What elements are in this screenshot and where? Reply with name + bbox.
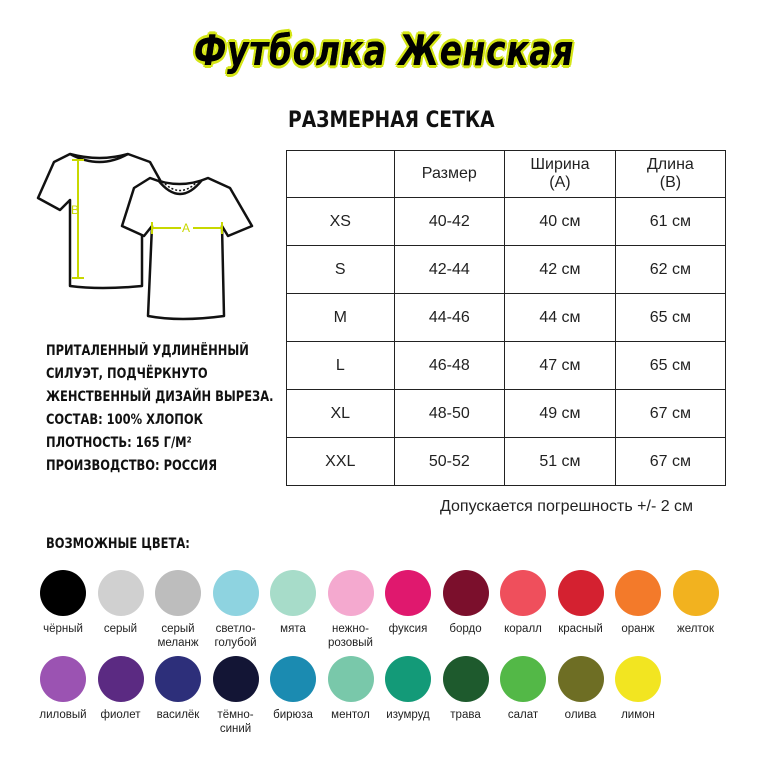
- color-name: фиолет: [100, 709, 141, 721]
- color-name: олива: [564, 709, 597, 721]
- length-value: 67 см: [615, 390, 725, 438]
- color-dot: [270, 656, 316, 702]
- size-letter: XS: [287, 198, 395, 246]
- size-range: 40-42: [394, 198, 505, 246]
- table-row: [287, 198, 726, 246]
- color-swatch: [436, 570, 496, 636]
- color-dot: [500, 570, 546, 616]
- color-dot: [40, 656, 86, 702]
- page-title: Футболка Женская: [193, 26, 575, 75]
- color-swatch: [436, 656, 496, 722]
- color-swatch: [608, 656, 668, 722]
- color-swatch: [493, 570, 553, 636]
- tolerance-note: Допускается погрешность +/- 2 см: [440, 498, 694, 515]
- color-name: серый: [103, 623, 138, 635]
- length-value: 67 см: [615, 438, 725, 486]
- color-swatch: [206, 656, 266, 736]
- density-line: ПЛОТНОСТЬ: 165 Г/М²: [46, 435, 192, 451]
- color-name: бордо: [449, 623, 482, 635]
- color-swatch: [33, 570, 93, 636]
- header-width-code: (А): [549, 174, 571, 191]
- table-row: [287, 294, 726, 342]
- color-name: салат: [507, 709, 539, 721]
- color-swatch: [666, 570, 726, 636]
- color-swatch: [148, 570, 208, 650]
- color-swatch: [91, 656, 151, 722]
- size-range: 42-44: [394, 246, 505, 294]
- color-dot: [328, 570, 374, 616]
- composition-line: СОСТАВ: 100% ХЛОПОК: [46, 412, 204, 428]
- color-name: лимон: [621, 709, 655, 721]
- width-value: 40 см: [505, 198, 616, 246]
- length-value: 62 см: [615, 246, 725, 294]
- table-row: [287, 390, 726, 438]
- color-name: светло- голубой: [214, 623, 257, 649]
- color-swatch: [378, 570, 438, 636]
- header-size: Размер: [421, 165, 477, 182]
- color-dot: [270, 570, 316, 616]
- color-swatch: [608, 570, 668, 636]
- color-swatch: [263, 570, 323, 636]
- color-dot: [673, 570, 719, 616]
- color-name: оранж: [621, 623, 655, 635]
- color-dot: [558, 570, 604, 616]
- color-dot: [443, 656, 489, 702]
- size-letter: S: [287, 246, 395, 294]
- color-swatch: [493, 656, 553, 722]
- table-row: [287, 438, 726, 486]
- colors-heading: ВОЗМОЖНЫЕ ЦВЕТА:: [46, 536, 190, 552]
- table-row: [287, 342, 726, 390]
- color-swatch: [33, 656, 93, 722]
- width-value: 44 см: [505, 294, 616, 342]
- color-name: коралл: [504, 623, 542, 635]
- color-dot: [558, 656, 604, 702]
- color-swatch: [263, 656, 323, 722]
- color-name: лиловый: [39, 709, 87, 721]
- width-value: 49 см: [505, 390, 616, 438]
- color-name: мята: [280, 623, 306, 635]
- size-range: 46-48: [394, 342, 505, 390]
- size-chart-heading: РАЗМЕРНАЯ СЕТКА: [288, 108, 495, 133]
- length-value: 65 см: [615, 342, 725, 390]
- color-dot: [615, 570, 661, 616]
- color-swatch: [321, 570, 381, 650]
- color-swatch: [91, 570, 151, 636]
- color-swatch: [148, 656, 208, 722]
- table-header-cell: [394, 151, 505, 198]
- tshirt-illustration: [30, 148, 270, 324]
- size-range: 48-50: [394, 390, 505, 438]
- color-dot: [40, 570, 86, 616]
- size-letter: L: [287, 342, 395, 390]
- color-dot: [98, 656, 144, 702]
- size-letter: XXL: [287, 438, 395, 486]
- header-length-code: (В): [659, 174, 682, 191]
- measure-b-label: B: [71, 203, 80, 217]
- color-name: ментол: [331, 709, 370, 721]
- size-range: 44-46: [394, 294, 505, 342]
- width-value: 42 см: [505, 246, 616, 294]
- color-name: серый меланж: [157, 623, 199, 649]
- color-name: василёк: [156, 709, 200, 721]
- table-header-row: [287, 151, 726, 198]
- size-letter: XL: [287, 390, 395, 438]
- size-range: 50-52: [394, 438, 505, 486]
- length-value: 61 см: [615, 198, 725, 246]
- color-dot: [500, 656, 546, 702]
- color-name: тёмно- синий: [217, 709, 254, 735]
- color-dot: [155, 656, 201, 702]
- color-name: фуксия: [388, 623, 428, 635]
- color-name: трава: [450, 709, 481, 721]
- color-dot: [328, 656, 374, 702]
- color-name: желток: [677, 623, 714, 635]
- color-name: нежно- розовый: [327, 623, 373, 649]
- color-name: красный: [558, 623, 603, 635]
- product-description: [46, 340, 274, 478]
- measure-a-label: A: [182, 221, 191, 235]
- color-swatch: [551, 656, 611, 722]
- color-name: изумруд: [386, 709, 430, 721]
- color-dot: [385, 656, 431, 702]
- color-dot: [385, 570, 431, 616]
- color-name: бирюза: [273, 709, 313, 721]
- table-header-cell: [505, 151, 616, 198]
- color-dot: [213, 570, 259, 616]
- table-header-cell: [287, 151, 395, 198]
- description-line: ПРИТАЛЕННЫЙ УДЛИНЁННЫЙ: [46, 343, 249, 359]
- production-line: ПРОИЗВОДСТВО: РОССИЯ: [46, 458, 218, 474]
- width-value: 47 см: [505, 342, 616, 390]
- description-line: СИЛУЭТ, ПОДЧЁРКНУТО: [46, 366, 208, 382]
- color-dot: [213, 656, 259, 702]
- size-table: [286, 150, 726, 486]
- table-row: [287, 246, 726, 294]
- width-value: 51 см: [505, 438, 616, 486]
- length-value: 65 см: [615, 294, 725, 342]
- table-header-cell: [615, 151, 725, 198]
- color-swatch: [551, 570, 611, 636]
- color-dot: [155, 570, 201, 616]
- color-dot: [98, 570, 144, 616]
- header-width: Ширина: [530, 156, 590, 173]
- color-name: чёрный: [43, 623, 83, 635]
- color-swatch: [206, 570, 266, 650]
- size-letter: M: [287, 294, 395, 342]
- description-line: ЖЕНСТВЕННЫЙ ДИЗАЙН ВЫРЕЗА.: [46, 389, 274, 405]
- color-dot: [615, 656, 661, 702]
- color-swatch: [378, 656, 438, 722]
- header-length: Длина: [646, 156, 694, 173]
- color-swatch: [321, 656, 381, 722]
- color-dot: [443, 570, 489, 616]
